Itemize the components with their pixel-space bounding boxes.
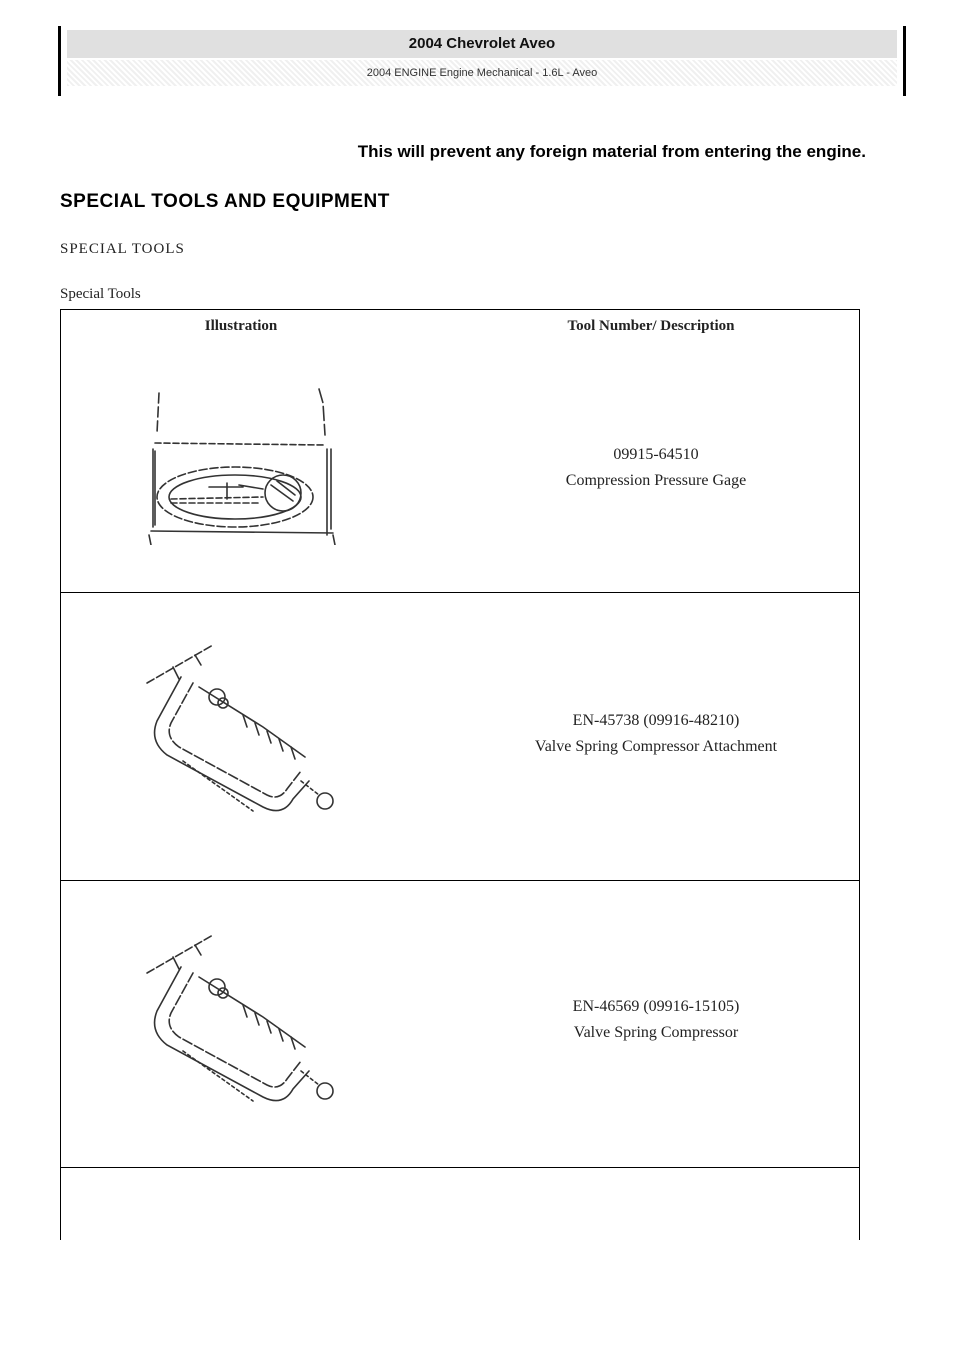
tool-description-1 <box>451 442 861 494</box>
table-row <box>61 593 859 881</box>
tool-name: Valve Spring Compressor Attachment <box>534 738 778 755</box>
valve-spring-compressor-icon <box>143 631 343 831</box>
tool-name: Compression Pressure Gage <box>565 472 747 489</box>
tool-description-2 <box>451 708 861 760</box>
special-tools-table <box>60 309 860 1240</box>
header-title: 2004 Chevrolet Aveo <box>67 30 897 58</box>
tool-number: EN-46569 (09916-15105) <box>572 998 740 1015</box>
intro-text: This will prevent any foreign material from entering the engine. <box>357 142 866 161</box>
tool-name: Valve Spring Compressor <box>573 1024 739 1041</box>
tool-description-3 <box>451 994 861 1046</box>
tool-number: EN-45738 (09916-48210) <box>572 712 740 729</box>
pressure-gauge-icon <box>143 385 343 545</box>
section-heading: SPECIAL TOOLS AND EQUIPMENT <box>60 191 390 212</box>
table-caption: Special Tools <box>60 286 141 302</box>
column-header-illustration: Illustration <box>204 318 278 334</box>
column-header-description: Tool Number/ Description <box>567 318 735 334</box>
document-header <box>58 26 906 96</box>
table-row <box>61 310 859 593</box>
tool-number: 09915-64510 <box>613 446 699 463</box>
table-row <box>61 1168 859 1241</box>
subheading: SPECIAL TOOLS <box>60 241 185 257</box>
table-row <box>61 881 859 1168</box>
header-subtitle: 2004 ENGINE Engine Mechanical - 1.6L - Aveo <box>67 60 897 86</box>
valve-spring-compressor-icon <box>143 921 343 1121</box>
